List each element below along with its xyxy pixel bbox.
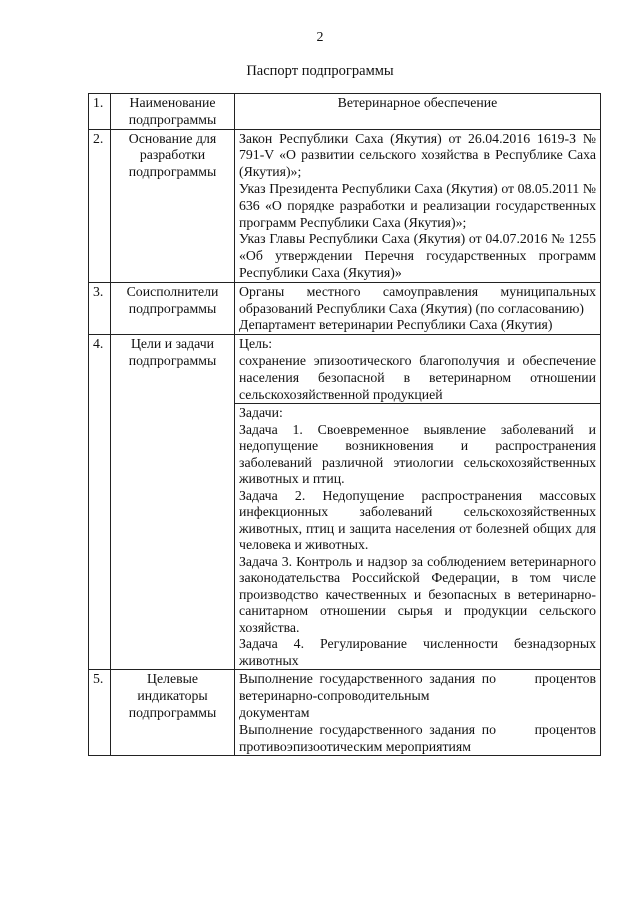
goal-heading: Цель: [239, 336, 273, 352]
indicator-item [239, 671, 596, 721]
indicator-text: Выполнение государственного задания по ветеринарно-сопроводительным документам [239, 671, 496, 720]
goal-text: сохранение эпизоотического благополучия и обеспечение населения безопасной в ветеринарном отношении сельскохозяйственной продукцией [239, 352, 596, 402]
row-label: Основание для разработки подпрограммы [111, 129, 235, 282]
task-item: Задача 3. Контроль и надзор за соблюдением ветеринарного законодательства Российской Федерации, в том числе производство качественных и безопасных в ветеринарно-санитарном отношении сырья и продукции сельского хозяйства. [239, 553, 596, 635]
task-item: Задача 2. Недопущение распространения массовых инфекционных заболеваний сельскохозяйственных животных, птиц и защита населения от болезней общих для человека и животных. [239, 487, 596, 553]
goal-cell [235, 335, 601, 404]
basis-decree-president: Указ Президента Республики Саха (Якутия) от 08.05.2011 № 636 «О порядке разработки и реализации государственных программ Республики Саха (Якутия)»; [239, 180, 596, 230]
task-item: Задача 1. Своевременное выявление заболеваний и недопущение возникновения и распространения заболеваний различной этиологии сельскохозяйственных животных и птиц. [239, 421, 596, 487]
indicators-cell [235, 670, 601, 756]
row-number: 5. [89, 670, 111, 756]
row-number: 2. [89, 129, 111, 282]
basis-decree-head: Указ Главы Республики Саха (Якутия) от 04.07.2016 № 1255 «Об утверждении Перечня государственных программ Республики Саха (Якутия)» [239, 231, 596, 280]
co-executor-municipal: Органы местного самоуправления муниципальных образований Республики Саха (Якутия) (по согласованию) [239, 283, 596, 316]
table-row [89, 282, 601, 334]
basis-law: Закон Республики Саха (Якутия) от 26.04.2016 1619-З № 791-V «О развитии сельского хозяйства в Республике Саха (Якутия)»; [239, 130, 596, 180]
row-label: Соисполнители подпрограммы [111, 282, 235, 334]
row-value: Ветеринарное обеспечение [235, 94, 601, 130]
row-label: Цели и задачи подпрограммы [111, 335, 235, 670]
tasks-cell [235, 404, 601, 670]
indicator-unit: процентов [534, 721, 596, 737]
table-row [89, 129, 601, 282]
tasks-heading: Задачи: [239, 405, 283, 421]
row-value [235, 129, 601, 282]
indicator-text: Выполнение государственного задания по противоэпизоотическим мероприятиям [239, 721, 496, 754]
table-row [89, 335, 601, 404]
table-row [89, 670, 601, 756]
indicator-item [239, 722, 596, 756]
co-executor-department: Департамент ветеринарии Республики Саха (Якутия) [239, 317, 553, 333]
page-number: 2 [316, 30, 324, 45]
row-label: Целевые индикаторы подпрограммы [111, 670, 235, 756]
table-row [89, 94, 601, 130]
page-title: Паспорт подпрограммы [246, 63, 394, 79]
task-item: Задача 4. Регулирование численности безнадзорных животных [239, 636, 596, 668]
indicator-unit: процентов [534, 671, 596, 687]
row-number: 4. [89, 335, 111, 670]
row-number: 3. [89, 282, 111, 334]
row-label: Наименование подпрограммы [111, 94, 235, 130]
row-number: 1. [89, 94, 111, 130]
passport-table [88, 93, 601, 756]
row-value [235, 282, 601, 334]
